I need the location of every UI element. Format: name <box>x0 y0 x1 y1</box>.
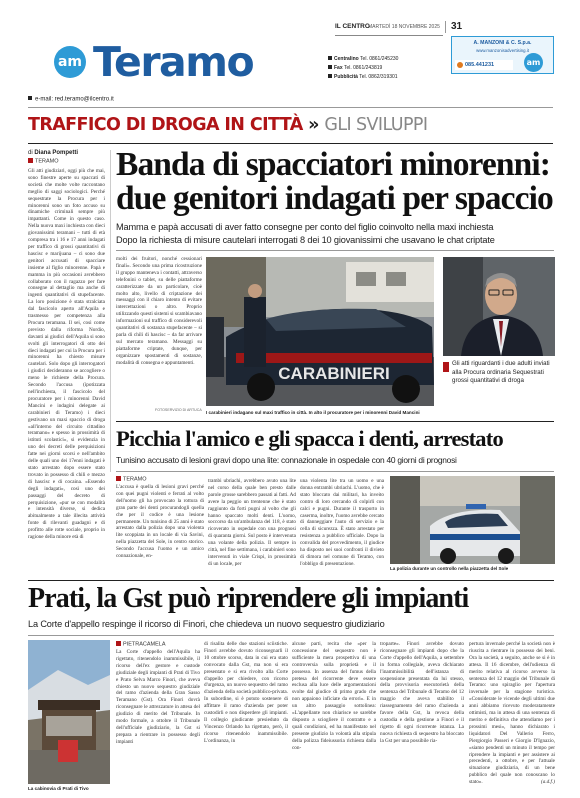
ad-logo-text: am <box>526 58 541 67</box>
contact-value: Tel. 0861/243819 <box>343 65 383 71</box>
story2-column-1: L'accusa è quella di lesioni gravi perché con quei pugni violenti e ferrati al volto dell'uomo gli ha provocato la rottura di gran parte dei denti procurandogli quella che per il codice è una lesione permanente. Un tunisino di 25 anni è stato arrestato dalla polizia dopo una violenta lite scoppiata in un locale di via Savini, nella piazzetta del Sole, in centro storico. Secondo l'accusa l'uomo e un amico connazionale, en- <box>116 484 204 560</box>
contact-label: Pubblicità <box>334 74 358 80</box>
email-text[interactable]: e-mail: red.teramo@ilcentro.it <box>35 96 114 103</box>
ad-website[interactable]: www.manzonisadvertising.it <box>476 48 529 53</box>
story1-bottom-rule <box>116 421 554 422</box>
story2-column-3: una violenta lite tra un uomo e una donna entrambi ubriachi. L'uomo, che è stato bloccato dai militari, ha inveito contro di loro cercando di colpirli con calci e pugni. Durante il trasporto in caserma, inoltre, l'uomo avrebbe cercato di danneggiare l'auto di servizio e la cella di sicurezza. È stato arrestato per resistenza a pubblico ufficiale. Dopo la convalida del provvedimento, il giudice ha disposto nei suoi confronti il divieto di dimora nel comune di Teramo, con l'obbligo di presentazione. <box>300 478 384 567</box>
byline-prefix: di <box>28 150 33 156</box>
kicker-main: TRAFFICO DI DROGA IN CITTÀ <box>28 115 303 135</box>
story3-column-5 <box>469 641 555 795</box>
headline-line: Banda di spacciatori minorenni: <box>116 146 551 183</box>
cable-car-photo-graphic <box>28 640 110 784</box>
contacts-list <box>328 55 398 82</box>
car-lettering: CARABINIERI <box>278 364 390 383</box>
story3-dateline: PIETRACAMELA <box>116 641 165 648</box>
contact-label: Centralino <box>334 56 359 62</box>
author-initials: (a.d.f.) <box>541 779 555 786</box>
top-rule <box>335 35 443 36</box>
column-text: pertura invernale perché la società non è riuscita a rientrare in possesso dei beni. Ora la società, a seguito, anche se si è in attesa. Il 16 dicembre, dell'udienza di merito relativa al ricorso avverso la sentenza del 12 maggio del Tribunale di Teramo: uno spiraglio per l'apertura invernale per la stagione turistica. «Considerate le vicende degli ultimi due anni abbiamo ricevuto moderatamente ottimisti, ma in attesa di una sentenza di merito e definitiva che attendiamo per i prossimi mesi», hanno dichiarato i liquidatori Del Vallerio Ferro, Piergiorgio Passeri e Giorgio D'Ignazio, «siamo pendenti un minuto il tempo per riprendere la impianti e per assistere ai precedenti, a ottobre, e per l'attuale situazione giudiziaria, di un bene pubblico del quale non conoscano lo stato». <box>469 641 555 786</box>
police-photo-graphic <box>390 476 555 564</box>
story1-headline <box>116 148 556 216</box>
contact-label: Fax <box>334 65 343 71</box>
kicker-rule <box>28 143 553 144</box>
story3-column-4: troparte». Finori avrebbe dovuto riconsegnare gli impianti dopo che la Corte d'appello dell'Aquila, a settembre in forma collegiale, aveva dichiarato l'inammissibilità dell'istanza di sospensione presentata da lui stesso, della provvisoria esecutorietà della sentenza del Tribunale di Teramo del 12 maggio che aveva stabilito il riassegnamento del ramo d'azienda a favore della Gst, la revoca della custodia e della gestione a Finori e il rigetto di ogni ricorrente istanza. La nuova richiesta di sequestro ha bloccato la Gst per una possibile ria- <box>380 641 464 744</box>
advertising-box <box>451 36 554 74</box>
carabinieri-photo <box>206 257 434 406</box>
contact-value: Tel. 0862/319301 <box>359 74 398 80</box>
photo-credit: FOTOSERVIZIO DI ARTUCA <box>155 408 202 412</box>
page-number: 31 <box>451 21 463 32</box>
ad-logo <box>524 53 543 72</box>
header-divider <box>445 21 446 33</box>
story2-dateline: TERAMO <box>116 476 147 483</box>
ad-phone: 085.441231 <box>465 61 495 68</box>
prosecutor-photo <box>443 257 555 356</box>
story2-bottom-rule <box>28 580 554 581</box>
deck-line: Dopo la richiesta di misure cautelari interrogati 8 dei 10 giovanissimi che usavano le chat criptate <box>116 234 495 245</box>
story2-deck-rule <box>116 471 554 472</box>
ad-phone-bar <box>455 60 513 70</box>
side-caption: Gli atti riguardanti i due adulti inviati alla Procura ordinaria Sequestrati grossi quantitativi di droga <box>452 360 550 385</box>
story2-deck: Tunisino accusato di lesioni gravi dopo una lite: connazionale in ospedale con 40 giorni di prognosi <box>116 455 457 465</box>
cable-car-caption: La cabinovia di Prati di Tivo <box>28 786 89 791</box>
story1-deck <box>116 221 556 246</box>
story2-column-2: trambi ubriachi, avrebbero avuto una lite nel corso della quale ben presto dalle parole grosse sarebbero passati ai fatti. Ad avere la peggio un trentenne che è stato raggiunto da forti pugni al volto che gli hanno spaccato molti denti. L'uomo, soccorso da un'ambulanza del 118, è stato ricoverato in ospedale con una prognosi di quaranta giorni. Sul posto è intervenuta una volante della polizia. Il sempre in città, nel fine settimana, i carabinieri sono intervenuti in viale Crispi, in prossimità di un locale, per <box>208 478 296 567</box>
cable-car-photo <box>28 640 110 784</box>
deck-rule <box>116 250 554 251</box>
story3-deck: La Corte d'appello respinge il ricorso di Finori, che chiedeva un nuovo sequestro giudiziario <box>28 619 385 629</box>
story3-column-1: La Corte d'appello dell'Aquila ha rigettato, ritenendolo inammissibile, il ricorso dell'ex gestore e custode giudiziale degli impianti di Prati di Tivo e Prato Selva Marco Finori, che aveva chiesto un nuovo sequestro giudiziale del ramo d'azienda della Gran Sasso Teramano (Gst). Ora Finori dovrà riconsegnare le attrezzature in attesa del giudizio di merito del Tribunale. In modo formale, a ottobre il Tribunale dell'ufficiale giudiziario, la Gst si prepara a rientrare in possesso degli impianti <box>116 649 200 745</box>
police-photo <box>390 476 555 564</box>
phone-icon <box>457 62 463 68</box>
newspaper-logo <box>54 46 86 78</box>
police-photo-caption: La polizia durante un controllo nella piazzetta del Sole <box>390 566 509 571</box>
byline <box>28 150 78 156</box>
bullet-icon <box>28 96 32 100</box>
story3-deck-rule <box>28 635 554 636</box>
photo-caption: I carabinieri indagano sul maxi traffico in città. In alto il procuratore per i minorenni David Mancini <box>206 410 420 415</box>
dateline: TERAMO <box>28 158 59 165</box>
story2-headline: Picchia l'amico e gli spacca i denti, arrestato <box>116 426 503 451</box>
author-name: Diana Pompetti <box>34 150 79 156</box>
logo-text: am <box>57 54 83 70</box>
headline-line: due genitori indagati per spaccio <box>116 180 553 217</box>
issue-date: MARTEDÌ 18 NOVEMBRE 2025 <box>368 24 440 30</box>
email-line[interactable] <box>28 96 114 103</box>
deck-line: Mamma e papà accusati di aver fatto consegne per conto del figlio coinvolto nella maxi inchiesta <box>116 222 494 232</box>
story3-headline: Prati, la Gst può riprendere gli impianti <box>28 583 469 614</box>
contact-row <box>328 73 398 82</box>
story3-column-2: di risalita delle due stazioni sciistiche. Finori avrebbe dovuto riconsegnarli il 10 ottobre scorso, data in cui era stato convocato dalla Gst, ma non si era presentato e si era rivolto alla Corte d'appello per chiedere, con ricorso d'urgenza, un nuovo sequestro del ramo d'azienda della società pubblico-privata. In subordine, si è potuto sostenere di affittare il ramo d'azienda per poter custodirli e non disperdere gli impianti. Il collegio giudicante presieduto da Vincenzo Orlando ha rigettato, però, il ricorso ritenendolo inammissibile. L'ordinanza, in <box>204 641 288 744</box>
story3-column-3: alcune parti, recita che «per la concessione del sequestro non è sufficiente la mera prospettiva di una controversia sulla proprietà e il possesso. In assenza del fumus della pretesa del ricorrente deve essere esclusa alla luce delle argomentazioni svolte dal giudice di primo grado che non appaiono inficiate da errori». E in un altro passaggio sottolinea: «L'appellante non chiarisce se sarebbe disposto a sciogliere il contratto e a quali condizioni, ed ha manifestato nel presente giudizio la volontà alla stipula della polizza fideiussoria richiesta dalla con- <box>292 641 376 751</box>
section-kicker <box>28 115 427 135</box>
paper-name: IL CENTRO <box>335 23 370 30</box>
contact-row <box>328 55 398 64</box>
masthead-rule <box>28 107 553 108</box>
ad-company: A. MANZONI & C. S.p.a. <box>473 40 532 46</box>
prosecutor-photo-graphic <box>443 257 555 356</box>
contact-value: Tel. 0861/245230 <box>360 56 399 62</box>
section-title: Teramo <box>93 38 254 86</box>
quote-marker-icon <box>443 362 449 372</box>
carabinieri-photo-graphic <box>206 257 434 406</box>
column-divider <box>110 150 111 472</box>
story1-column-1: Gli atti giudiziari, oggi più che mai, sono finestre aperte su spaccati di società che molte volte raccontano meglio di saggi sociologici. Perché sequestrate la Procura per i minorenni sono un foto accuso su dinamiche criminali sempre più impattanti. Come in questo caso. Nella nuova maxi inchiesta con dieci giovanissimi teramani – tutti di età compresa tra i 16 e 17 anni indagati per traffico di grossi quantitativi di hascisc e marijuana – ci sono due genitori accusati di spacciare insieme al figlio minorenne. Papà e mamma in più occasioni avrebbero collaborato con il ragazzo per fare consegne al dettaglio ma anche di ingenti quantitativi di stupefacente. La loro posizione è stata stralciata dal fascicolo aperto all'Aquila e trasmesso per competenza alla Procura teramana. Il sei, così come previsto dalla riforma Nordio, davanti ai giudici dell'Aquila si sono svolti gli interrogatori di otto dei dieci indagati per cui la Procura per i minorenni ha chiesto misure cautelari. Solo dopo gli interrogatori i giudici decideranno se accogliere o meno le richieste della Procura. Secondo l'accusa (ipotizzata nell'inchiesta, il fascicolo del procuratore per i minorenni David Mancini e indagini delegate ai carabinieri di Teramo) i dieci gestivano un maxi spaccio di droga «all'interno del circuito cittadino teramano» e spesso in prossimità di istituti scolastici», si evidenzia in uno dei decreti delle perquisizioni fatte nei giorni scorsi e nell'ambito delle quali uno dei 17enni indagati è stato arrestato dopo essere stato trovato in possesso di chili e mezzo di hascisc e di cocaina. «Essendo degli indagati», così uno dei passaggi del decreto di perquisizione, «pur se con modalità e intensità diverse, si dedica abitualmente a tale illecita attività fonte di rilevanti guadagni e di profitto alle rotte sociale, proprio in ragione della minore età di <box>28 168 105 541</box>
story1-column-2: molti dei fruitori, nonché cessionari finali». Secondo una prima ricostruzione il gruppo manteneva i contatti, attraverso telefonini o tablet, su delle piattaforme caratterizzate da un particolare, cioè molto alto, livello di criptazione dei messaggi con il chiaro intento di evitare intercettazioni o altro. Proprio utilizzando questi sistemi si scambiavano informazioni sul traffico di considerevoli quantitativi di sostanza stupefacente – si parla di chili di hascisc – da far arrivare sul mercato teramano. Messaggi su piattaforme criptate, dunque, per organizzare spostamenti di sostanze, modalità di consegna e appuntamenti. <box>116 256 202 366</box>
contact-row <box>328 64 398 73</box>
kicker-sub: GLI SVILUPPI <box>324 115 428 135</box>
kicker-arrow: » <box>308 115 319 135</box>
